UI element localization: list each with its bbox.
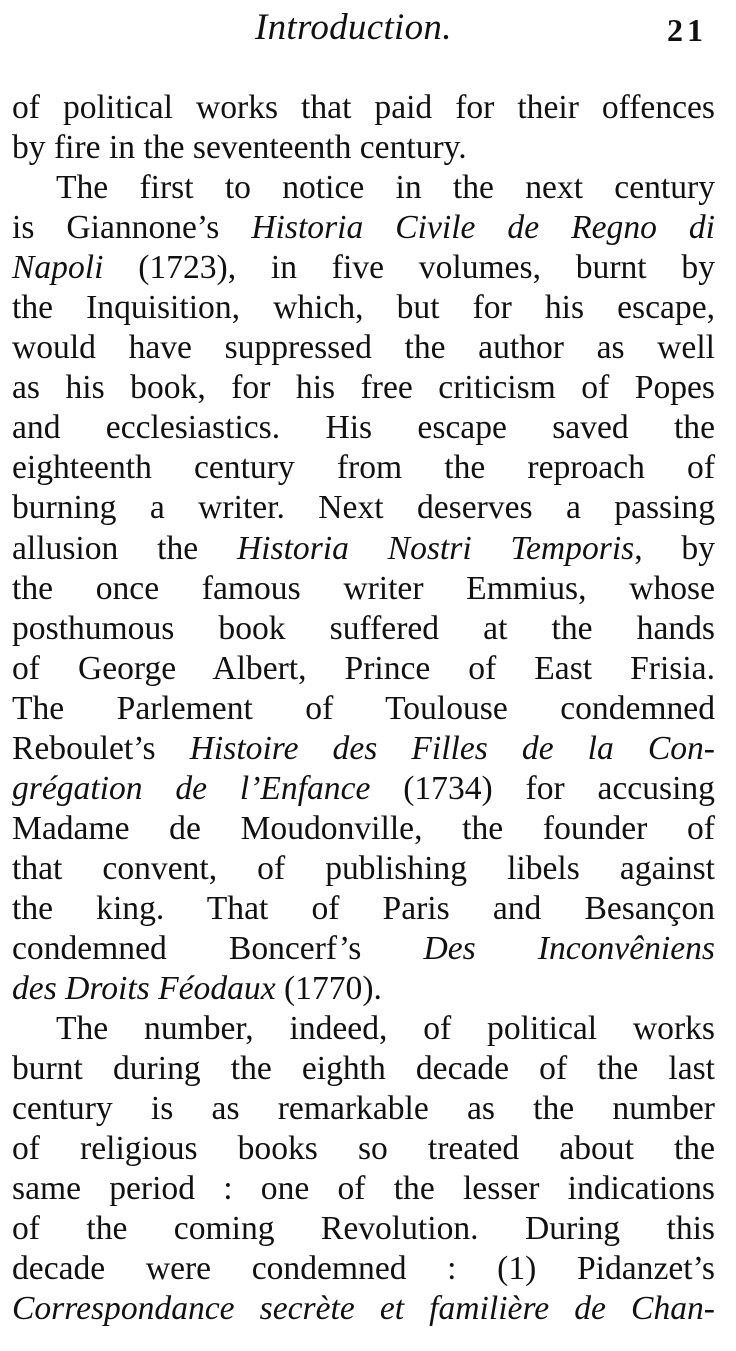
italic-title: grégation de l’Enfance [12, 769, 371, 807]
text-line [12, 1209, 715, 1249]
text-segment: of political works that paid for their offences [12, 89, 715, 126]
text-segment: (1723), in five volumes, burnt by [103, 249, 715, 287]
text-segment: allusion the [12, 529, 237, 567]
text-line [12, 809, 715, 849]
paragraph [12, 88, 715, 168]
text-line [12, 569, 715, 609]
italic-title: Correspondance secrète et familière de Chan- [12, 1290, 715, 1328]
text-segment: Reboulet’s [12, 729, 190, 767]
text-segment: and ecclesiastics. His escape saved the [12, 409, 715, 447]
text-segment: as his book, for his free criticism of Popes [12, 369, 715, 407]
italic-title: Des Inconvêniens [423, 929, 715, 967]
text-segment: (1770). [275, 970, 382, 1008]
text-line [12, 88, 715, 128]
text-line [12, 1129, 715, 1169]
text-line [12, 929, 715, 969]
text-segment: Madame de Moudonville, the founder of [12, 809, 715, 847]
text-line [12, 248, 715, 288]
page-number: 21 [667, 12, 707, 48]
running-head [12, 0, 715, 88]
text-line [12, 729, 715, 769]
text-segment: burning a writer. Next deserves a passing [12, 489, 715, 527]
italic-title: Histoire des Filles de la Con- [189, 729, 715, 767]
text-segment: burnt during the eighth decade of the last [12, 1050, 715, 1088]
text-segment: The number, indeed, of political works [56, 1010, 715, 1048]
italic-title: Historia Nostri Temporis [236, 529, 635, 567]
text-line [12, 1169, 715, 1209]
text-line [12, 889, 715, 929]
text-segment: condemned Boncerf’s [12, 929, 424, 967]
text-segment: is Giannone’s [12, 209, 252, 247]
text-segment: by fire in the seventeenth century. [12, 129, 467, 167]
running-title: Introduction. [255, 7, 452, 48]
text-segment: posthumous book suffered at the hands [12, 609, 715, 647]
text-segment: the once famous writer Emmius, whose [12, 569, 715, 607]
italic-title: des Droits Féodaux [12, 970, 276, 1008]
text-line [12, 1009, 715, 1049]
text-line [12, 168, 715, 208]
text-segment: same period : one of the lesser indications [12, 1170, 715, 1208]
italic-title: Napoli [12, 249, 104, 287]
italic-title: Historia Civile de Regno di [251, 209, 715, 247]
text-segment: century is as remarkable as the number [12, 1090, 715, 1128]
text-line [12, 408, 715, 448]
text-line [12, 969, 715, 1009]
text-segment: the king. That of Paris and Besançon [12, 889, 715, 927]
text-segment: of the coming Revolution. During this [12, 1210, 715, 1248]
text-line [12, 128, 715, 168]
text-line [12, 1249, 715, 1289]
text-line [12, 609, 715, 649]
text-line [12, 769, 715, 809]
text-segment: of religious books so treated about the [12, 1130, 715, 1168]
text-line [12, 448, 715, 488]
text-line [12, 1289, 715, 1329]
text-segment: the Inquisition, which, but for his escape, [12, 289, 715, 327]
text-line [12, 1049, 715, 1089]
text-segment: would have suppressed the author as well [12, 329, 715, 367]
text-segment: , by [634, 529, 715, 567]
body-text [12, 88, 715, 1329]
text-line [12, 288, 715, 328]
paragraph [12, 1009, 715, 1329]
text-line [12, 649, 715, 689]
text-segment: The first to notice in the next century [56, 169, 715, 207]
text-segment: decade were condemned : (1) Pidanzet’s [12, 1250, 715, 1288]
text-segment: eighteenth century from the reproach of [12, 449, 715, 487]
book-page [12, 0, 715, 1351]
text-line [12, 488, 715, 528]
text-line [12, 1089, 715, 1129]
text-segment: of George Albert, Prince of East Frisia. [12, 649, 715, 687]
text-segment: that convent, of publishing libels against [12, 849, 715, 887]
text-segment: (1734) for accusing [370, 769, 715, 807]
text-line [12, 208, 715, 248]
text-line [12, 689, 715, 729]
text-line [12, 368, 715, 408]
text-line [12, 328, 715, 368]
text-segment: The Parlement of Toulouse condemned [12, 689, 715, 727]
paragraph [12, 168, 715, 1009]
text-line [12, 849, 715, 889]
text-line [12, 529, 715, 569]
